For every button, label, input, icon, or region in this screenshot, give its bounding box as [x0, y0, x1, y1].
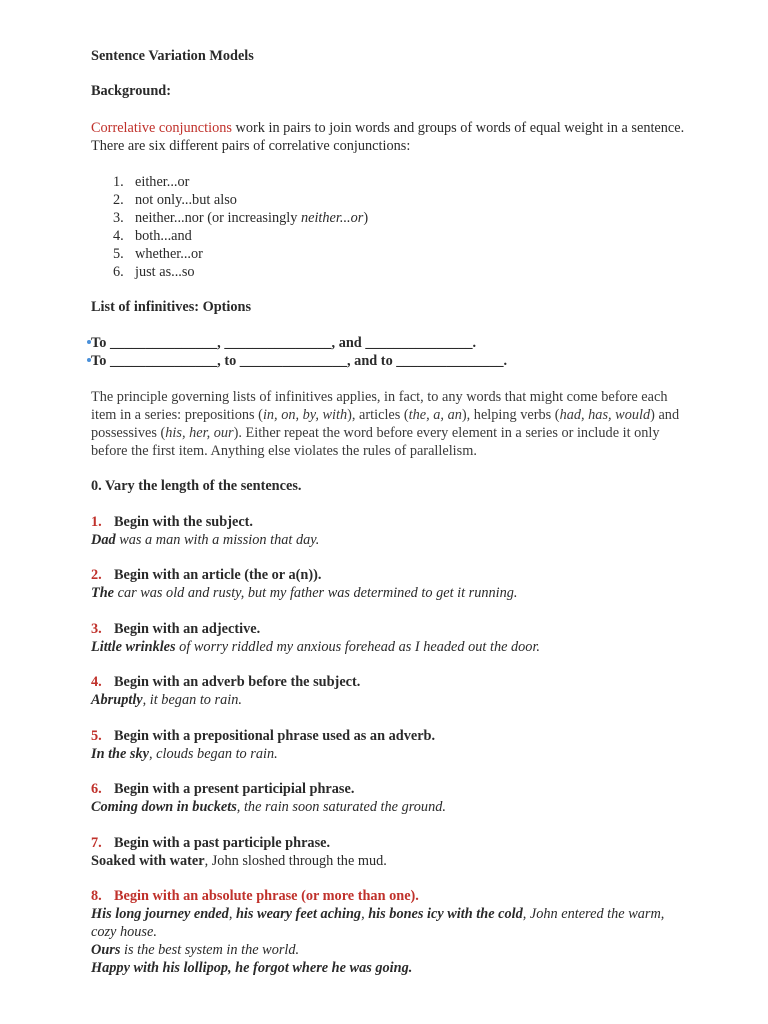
example-bold: Abruptly — [91, 692, 143, 708]
italic-run: had, has, would — [559, 407, 651, 423]
list-text: either...or — [135, 174, 190, 190]
list-text: just as...so — [135, 264, 195, 280]
intro-line-2: There are six different pairs of correlative conjunctions: — [91, 138, 411, 154]
example-rest: , the rain soon saturated the ground. — [236, 799, 446, 815]
text-run: ). Either repeat the word before every element in a series or include it only — [233, 425, 660, 441]
example-rest: , John entered the warm, — [522, 906, 665, 922]
rule-heading — [91, 513, 319, 531]
rule-example — [91, 745, 435, 763]
rule-4 — [91, 673, 360, 709]
example-rest: car was old and rusty, but my father was determined to get it running. — [114, 585, 518, 601]
list-number: 6. — [113, 264, 124, 280]
infinitive-option-1-text: To _______________, _______________, and _______________. — [91, 335, 477, 351]
infinitive-option-2-text: To _______________, to _______________, and to _______________. — [91, 353, 508, 369]
rule-example — [91, 638, 540, 656]
example-bold: Soaked with water — [91, 853, 205, 869]
rule-6 — [91, 780, 446, 816]
list-text: neither...nor (or increasingly — [135, 210, 301, 226]
principle-paragraph — [91, 388, 679, 460]
text-run: ) and — [650, 407, 680, 423]
conjunction-list — [91, 173, 368, 281]
example-bold: Little wrinkles — [91, 639, 176, 655]
rule-7 — [91, 834, 387, 870]
list-item — [91, 245, 368, 263]
example-rest: is the best system in the world. — [120, 942, 300, 958]
rule-number: 5. — [91, 728, 102, 744]
list-item — [91, 227, 368, 245]
example-bold: In the sky — [91, 746, 149, 762]
list-number: 2. — [113, 192, 124, 208]
rule-heading — [91, 834, 387, 852]
principle-line-4: before the first item. Anything else violates the rules of parallelism. — [91, 443, 477, 459]
rule-1 — [91, 513, 319, 549]
document-title: Sentence Variation Models — [91, 48, 254, 64]
rule-example-2 — [91, 941, 664, 959]
rule-heading-text: Begin with an article (the or a(n)). — [114, 567, 322, 583]
example-rest: , — [361, 906, 369, 922]
example-bold: Happy with his lollipop, he forgot where he was going. — [91, 960, 413, 976]
rule-heading — [91, 620, 540, 638]
list-item — [91, 173, 368, 191]
example-bold: His long journey ended — [91, 906, 229, 922]
example-rest: of worry riddled my anxious forehead as I headed out the door. — [175, 639, 541, 655]
rule-example-3 — [91, 959, 664, 977]
rule-heading — [91, 727, 435, 745]
rule-example — [91, 531, 319, 549]
example-rest: , it began to rain. — [142, 692, 242, 708]
rule-number: 6. — [91, 781, 102, 797]
example-rest: , — [228, 906, 236, 922]
list-text: both...and — [135, 228, 192, 244]
rule-example — [91, 798, 446, 816]
rule-example-1-line-2: cozy house. — [91, 924, 157, 940]
intro-line-1 — [91, 119, 684, 137]
italic-run: the, a, an — [408, 407, 462, 423]
list-text-italic: neither...or — [300, 210, 364, 226]
list-text-after: ) — [363, 210, 369, 226]
rule-heading-text: Begin with an absolute phrase (or more than one). — [114, 888, 419, 904]
example-bold: his bones icy with the cold — [368, 906, 523, 922]
rule-heading — [91, 566, 518, 584]
example-rest: , clouds began to rain. — [149, 746, 278, 762]
rule-3 — [91, 620, 540, 656]
example-bold: Ours — [91, 942, 121, 958]
rule-number: 8. — [91, 888, 102, 904]
list-item — [91, 209, 368, 227]
rule-example — [91, 852, 387, 870]
list-number: 5. — [113, 246, 124, 262]
rule-heading — [91, 887, 664, 905]
list-item — [91, 263, 368, 281]
rule-number: 2. — [91, 567, 102, 583]
rule-number: 7. — [91, 835, 102, 851]
rule-8 — [91, 887, 664, 977]
list-text: not only...but also — [135, 192, 237, 208]
rule-heading-text: Begin with the subject. — [114, 514, 253, 530]
example-bold: Coming down in buckets — [91, 799, 237, 815]
rule-example-1 — [91, 905, 664, 923]
example-bold: The — [91, 585, 115, 601]
example-rest: was a man with a mission that day. — [115, 532, 320, 548]
list-item — [91, 191, 368, 209]
intro-line-1-rest: work in pairs to join words and groups of words of equal weight in a sentence. — [231, 120, 685, 136]
rule-2 — [91, 566, 518, 602]
rule-number: 3. — [91, 621, 102, 637]
rule-heading-text: Begin with an adjective. — [114, 621, 261, 637]
rule-5 — [91, 727, 435, 763]
rule-heading-text: Begin with an adverb before the subject. — [114, 674, 361, 690]
italic-run: in, on, by, with — [262, 407, 348, 423]
bullet-dot-icon — [87, 358, 91, 362]
rule-heading — [91, 673, 360, 691]
rule-heading — [91, 780, 446, 798]
bullet-dot-icon — [87, 340, 91, 344]
infinitive-option-1 — [91, 334, 476, 352]
rule-heading-text: Begin with a past participle phrase. — [114, 835, 331, 851]
list-text: whether...or — [135, 246, 203, 262]
intro-paragraph — [91, 119, 684, 155]
rule-number: 1. — [91, 514, 102, 530]
rule-example — [91, 584, 518, 602]
principle-line-2 — [91, 406, 679, 424]
rule-heading-text: Begin with a prepositional phrase used as an adverb. — [114, 728, 436, 744]
text-run: possessives ( — [91, 425, 166, 441]
text-run: ), articles ( — [347, 407, 409, 423]
example-rest: , John sloshed through the mud. — [204, 853, 387, 869]
example-bold: Dad — [91, 532, 116, 548]
rule-number: 4. — [91, 674, 102, 690]
text-run: item in a series: prepositions ( — [91, 407, 263, 423]
text-run: ), helping verbs ( — [461, 407, 560, 423]
rule-heading-text: Begin with a present participial phrase. — [114, 781, 355, 797]
principle-line-1: The principle governing lists of infinitives applies, in fact, to any words that might come before each — [91, 389, 668, 405]
rule-example — [91, 691, 360, 709]
list-number: 1. — [113, 174, 124, 190]
correlative-conjunctions-highlight: Correlative conjunctions — [91, 120, 232, 136]
background-heading: Background: — [91, 83, 171, 99]
rule-0-heading: 0. Vary the length of the sentences. — [91, 478, 302, 494]
list-number: 4. — [113, 228, 124, 244]
infinitive-option-2 — [91, 352, 507, 370]
infinitives-heading: List of infinitives: Options — [91, 299, 252, 315]
principle-line-3 — [91, 424, 679, 442]
example-bold: his weary feet aching — [235, 906, 362, 922]
list-number: 3. — [113, 210, 124, 226]
italic-run: his, her, our — [165, 425, 234, 441]
